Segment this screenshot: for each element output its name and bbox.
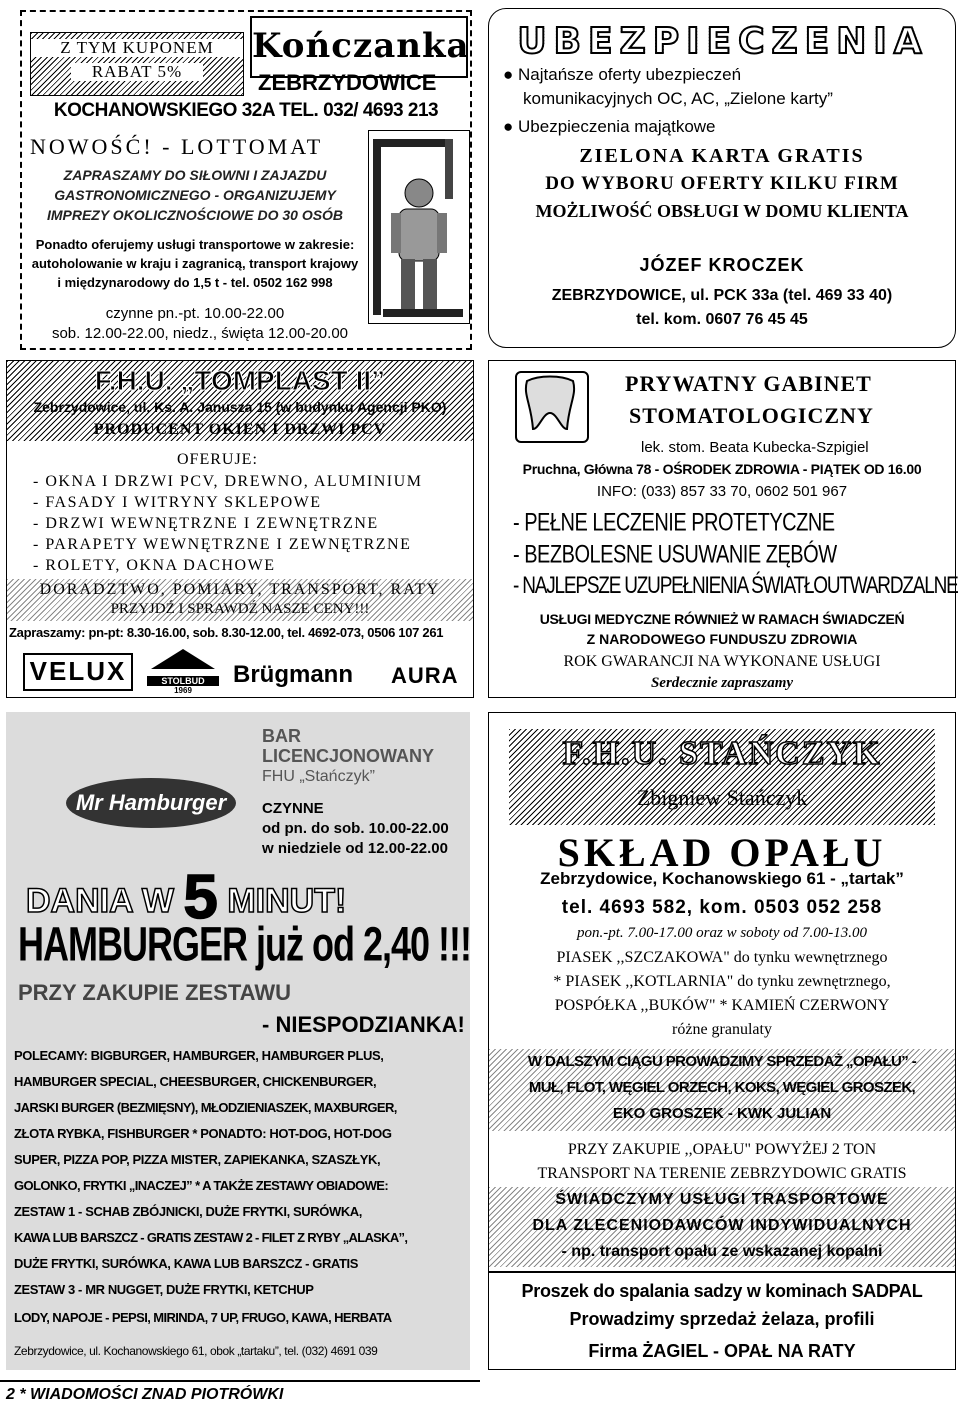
gym-machine-icon — [369, 131, 469, 323]
hamburger-price: HAMBURGER już od 2,40 !!! — [18, 916, 472, 972]
svc-line3: - np. transport opału ze wskazanej kopalni — [561, 1243, 883, 1260]
koniczanka-coupon — [20, 10, 472, 350]
footer-rule — [0, 1380, 480, 1382]
tomplast-name: F.H.U. „TOMPLAST II” — [94, 365, 386, 396]
sand-line4: różne granulaty — [672, 1021, 772, 1038]
menu-line: HAMBURGER SPECIAL, CHEESBURGER, CHICKENBURGER, — [14, 1074, 377, 1089]
tomplast-offer-heading: OFERUJE: — [177, 451, 258, 468]
tomplast-offer-item: - ROLETY, OKNA DACHOWE — [33, 557, 276, 574]
bullet-icon: ● — [503, 117, 514, 136]
stanczyk-ad — [488, 712, 956, 1370]
page-footer: 2 * WIADOMOŚCI ZNAD PIOTRÓWKI — [6, 1386, 284, 1403]
svc-line2: DLA ZLECENIODAWCÓW INDYWIDUALNYCH — [532, 1217, 912, 1234]
insurance-title: UBEZPIECZENIA — [509, 19, 937, 65]
insurance-mobile: tel. kom. 0607 76 45 45 — [636, 311, 808, 328]
dentist-nfz1: USŁUGI MEDYCZNE RÓWNIEŻ W RAMACH ŚWIADCZEŃ — [539, 611, 905, 627]
tomplast-tagline: PRODUCENT OKIEN I DRZWI PCV — [93, 421, 387, 438]
svc-line1: ŚWIADCZYMY USŁUGI TRASPORTOWE — [555, 1191, 889, 1208]
kon-news: NOWOŚĆ! - LOTTOMAT — [30, 134, 324, 159]
dentist-info: INFO: (033) 857 33 70, 0602 501 967 — [596, 483, 848, 500]
niespodzianka: - NIESPODZIANKA! — [262, 1012, 465, 1037]
divider — [489, 1271, 955, 1273]
mr-hamburger-logo: Mr Hamburger — [66, 778, 236, 828]
stolbud-roof-icon — [147, 647, 219, 671]
menu-line: DUŻE FRYTKI, SURÓWKA, KAWA LUB BARSZCZ - GRATIS — [14, 1256, 358, 1271]
menu-line: ZESTAW 1 - SCHAB ZBÓJNICKI, DUŻE FRYTKI, SURÓWKA, — [14, 1204, 363, 1219]
menu-line: KAWA LUB BARSZCZ - GRATIS ZESTAW 2 - FILET Z RYBY „ALASKA”, — [14, 1230, 408, 1245]
kon-transport2: autoholowanie w kraju i zagranicą, transport krajowy — [31, 256, 359, 271]
tomplast-ad — [6, 360, 474, 698]
tomplast-invite: PRZYJDŹ I SPRAWDŹ NASZE CENY!!! — [110, 601, 370, 617]
sand-line1: PIASEK ,,SZCZAKOWA" do tynku wewnętrznego — [556, 949, 888, 966]
kon-hours1: czynne pn.-pt. 10.00-22.00 — [105, 305, 285, 322]
insurance-bullet1a: ● Najtańsze oferty ubezpieczeń — [503, 65, 742, 84]
tomplast-address: Zebrzydowice, ul. Ks. A. Janusza 15 (w budynku Agencji PKO) — [33, 399, 447, 415]
sadpal-line1: Proszek do spalania sadzy w kominach SADPAL — [521, 1281, 923, 1301]
open-line1: CZYNNE — [262, 800, 324, 817]
menu-line: POLECAMY: BIGBURGER, HAMBURGER, HAMBURGER PLUS, — [14, 1048, 384, 1063]
stanczyk-title: SKŁAD OPAŁU — [557, 830, 887, 875]
insurance-line1: ZIELONA KARTA GRATIS — [579, 145, 865, 167]
stanczyk-name: F.H.U. STAŃCZYK — [562, 735, 882, 772]
hamburger-ad — [6, 712, 470, 1370]
coal-line3: EKO GROSZEK - KWK JULIAN — [612, 1105, 832, 1122]
kon-invite2: GASTRONOMICZNEGO - ORGANIZUJEMY — [54, 187, 336, 203]
insurance-line2: DO WYBORU OFERTY KILKU FIRM — [545, 173, 899, 194]
insurance-bullet1b: komunikacyjnych OC, AC, „Zielone karty” — [523, 89, 833, 108]
menu-line: SUPER, PIZZA POP, PIZZA MISTER, ZAPIEKANKA, SZASZŁYK, — [14, 1152, 381, 1167]
bar-line1: BAR — [262, 726, 301, 746]
dentist-nfz2: Z NARODOWEGO FUNDUSZU ZDROWIA — [586, 631, 858, 647]
przy-zakupie: PRZY ZAKUPIE ZESTAWU — [18, 980, 291, 1005]
insurance-ad — [488, 8, 956, 348]
stanczyk-phones: tel. 4693 582, kom. 0503 052 258 — [561, 897, 883, 918]
coal-line1: W DALSZYM CIĄGU PROWADZIMY SPRZEDAŻ „OPAŁU” - — [527, 1053, 917, 1070]
brugmann-logo: Brügmann — [233, 661, 353, 688]
tomplast-offer-item: - DRZWI WEWNĘTRZNE I ZEWNĘTRZNE — [33, 515, 379, 532]
aura-logo: AURA — [391, 663, 459, 688]
tooth-icon — [515, 371, 589, 443]
menu-line: GOLONKO, FRYTKI „INACZEJ” * A TAKŻE ZESTAWY OBIADOWE: — [14, 1178, 389, 1193]
coupon-line2: RABAT 5% — [71, 63, 203, 81]
dentist-item: - PEŁNE LECZENIE PROTETYCZNE — [513, 509, 835, 537]
hamburger-address: Zebrzydowice, ul. Kochanowskiego 61, obok „tartaku”, tel. (032) 4691 039 — [14, 1344, 378, 1358]
stolbud-logo: STOLBUD 1969 — [147, 647, 219, 689]
kon-hours2: sob. 12.00-22.00, niedz., święta 12.00-20.00 — [51, 325, 349, 342]
gym-photo — [368, 130, 470, 324]
kon-address: KOCHANOWSKIEGO 32A TEL. 032/ 4693 213 — [53, 100, 439, 121]
menu-line: ZESTAW 3 - MR NUGGET, DUŻE FRYTKI, KETCHUP — [14, 1282, 314, 1297]
stanczyk-owner: Zbigniew Stańczyk — [636, 785, 808, 810]
kon-transport3: i międzynarodowy do 1,5 t - tel. 0502 162 998 — [57, 275, 333, 290]
tomplast-offer-item: - PARAPETY WEWNĘTRZNE I ZEWNĘTRZNE — [33, 536, 412, 553]
dentist-title2: STOMATOLOGICZNY — [629, 403, 874, 428]
dentist-closing: Serdecznie zapraszamy — [650, 675, 794, 691]
stanczyk-hours: pon.-pt. 7.00-17.00 oraz w soboty od 7.00-13.00 — [577, 925, 867, 941]
sadpal-line2: Prowadzimy sprzedaż żelaza, profili — [569, 1309, 875, 1329]
koniczanka-logo: Kończanka — [250, 16, 468, 78]
open-line3: w niedziele od 12.00-22.00 — [262, 840, 448, 857]
tomplast-hours: Zapraszamy: pn-pt: 8.30-16.00, sob. 8.30-12.00, tel. 4692-073, 0506 107 261 — [9, 625, 444, 640]
stanczyk-address: Zebrzydowice, Kochanowskiego 61 - „tartak” — [540, 869, 904, 888]
dentist-warranty: ROK GWARANCJI NA WYKONANE USŁUGI — [563, 653, 881, 670]
sand-line2: * PIASEK ,,KOTLARNIA" do tynku zewnętrznego, — [553, 973, 891, 990]
dentist-ad — [488, 360, 956, 698]
open-line2: od pn. do sob. 10.00-22.00 — [262, 820, 449, 837]
coupon-line1: Z TYM KUPONEM — [31, 39, 243, 57]
coupon-tag — [30, 32, 244, 96]
bar-line3: FHU „Stańczyk” — [262, 768, 375, 785]
coal-line2: MUŁ, FLOT, WĘGIEL ORZECH, KOKS, WĘGIEL GROSZEK, — [528, 1079, 916, 1096]
insurance-bullet2: ● Ubezpieczenia majątkowe — [503, 117, 716, 136]
kon-invite1: ZAPRASZAMY DO SIŁOWNI I ZAJAZDU — [63, 167, 327, 183]
menu-line: ZŁOTA RYBKA, FISHBURGER * PONADTO: HOT-DOG, HOT-DOG — [14, 1126, 392, 1141]
insurance-line3: MOŻLIWOŚĆ OBSŁUGI W DOMU KLIENTA — [535, 201, 909, 221]
menu-line: LODY, NAPOJE - PEPSI, MIRINDA, 7 UP, FRUGO, KAWA, HERBATA — [14, 1310, 392, 1325]
transport-line1: PRZY ZAKUPIE ,,OPAŁU" POWYŻEJ 2 TON — [567, 1141, 877, 1158]
bar-line2: LICENCJONOWANY — [262, 746, 435, 766]
tomplast-offer-item: - FASADY I WITRYNY SKLEPOWE — [33, 494, 322, 511]
kon-transport1: Ponadto oferujemy usługi transportowe w zakresie: — [35, 237, 355, 252]
velux-logo: VELUX — [23, 653, 133, 691]
insurance-name: JÓZEF KROCZEK — [639, 255, 805, 275]
bullet-icon: ● — [503, 65, 514, 84]
dentist-item: - BEZBOLESNE USUWANIE ZĘBÓW — [513, 541, 837, 569]
tomplast-services: DORADZTWO, POMIARY, TRANSPORT, RATY — [39, 581, 441, 598]
dania-headline: DANIA W 5 MINUT! — [26, 863, 347, 932]
sand-line3: POSPÓŁKA ,,BUKÓW" * KAMIEŃ CZERWONY — [554, 997, 890, 1014]
kon-city: ZEBRZYDOWICE — [258, 70, 437, 95]
dentist-location: Pruchna, Główna 78 - OŚRODEK ZDROWIA - PIĄTEK OD 16.00 — [522, 461, 922, 477]
dentist-doctor: lek. stom. Beata Kubecka-Szpigiel — [641, 439, 869, 456]
menu-line: JARSKI BURGER (BEZMIĘSNY), MŁODZIENIASZEK, MAXBURGER, — [14, 1100, 397, 1115]
zagiel-firm: Firma ŻAGIEL - OPAŁ NA RATY — [588, 1341, 856, 1361]
dentist-item: - NAJLEPSZE UZUPEŁNIENIA ŚWIATŁOUTWARDZALNE — [513, 573, 958, 600]
transport-line2: TRANSPORT NA TERENIE ZEBRZYDOWIC GRATIS — [537, 1165, 907, 1182]
insurance-address: ZEBRZYDOWICE, ul. PCK 33a (tel. 469 33 40) — [551, 287, 893, 304]
dentist-title1: PRYWATNY GABINET — [625, 371, 872, 396]
kon-invite3: IMPREZY OKOLICZNOŚCIOWE DO 30 OSÓB — [46, 207, 344, 223]
tomplast-offer-item: - OKNA I DRZWI PCV, DREWNO, ALUMINIUM — [33, 473, 423, 490]
